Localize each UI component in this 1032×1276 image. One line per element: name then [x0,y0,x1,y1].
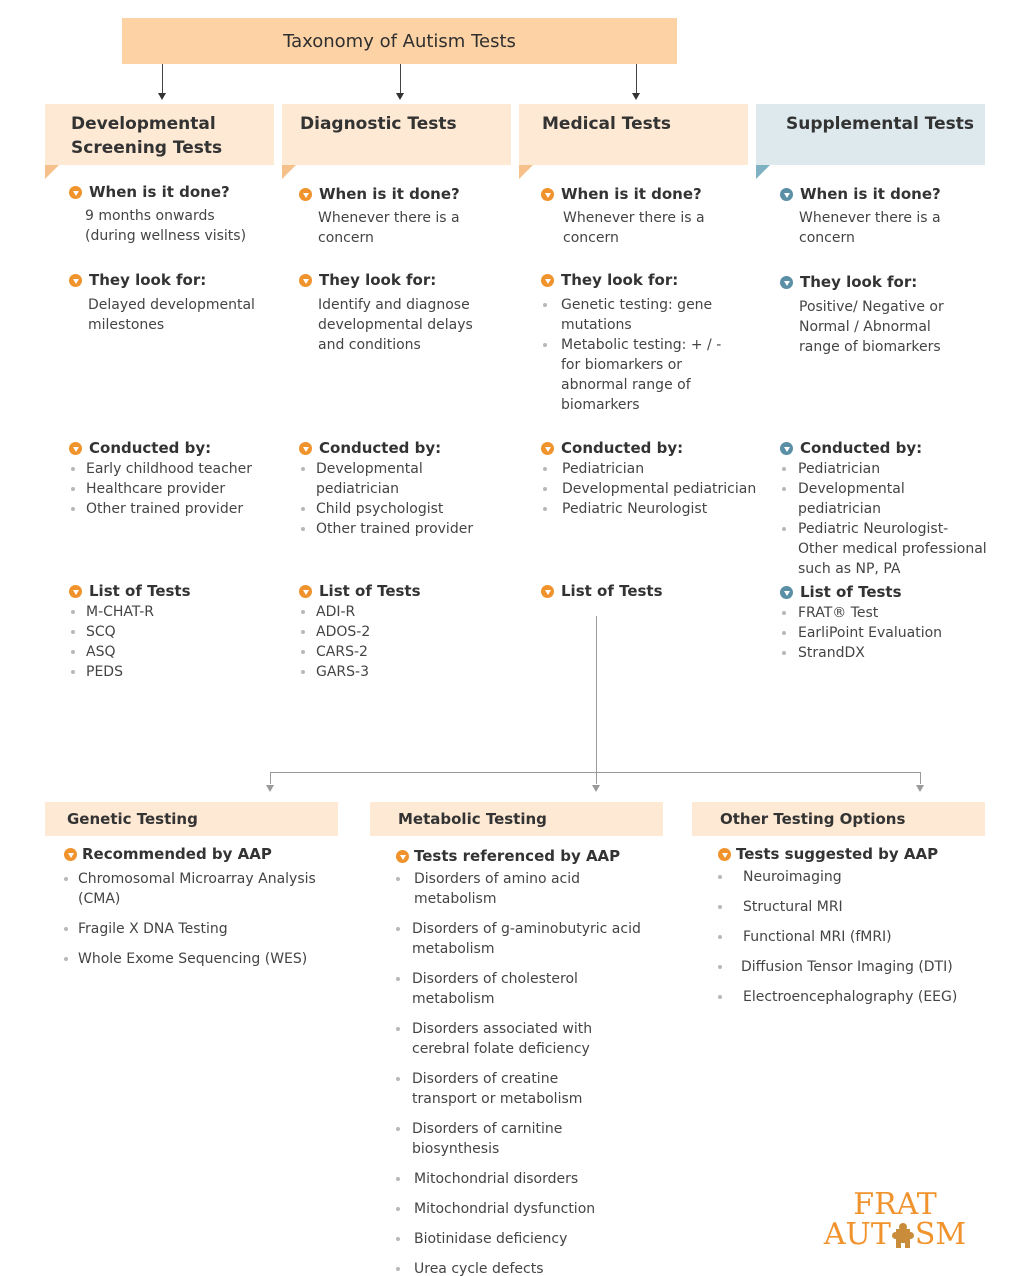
list-item: FRAT® Test [780,603,980,623]
when-text: Whenever there is a concern [318,210,460,246]
connector-line [920,772,921,784]
logo-line-2 [820,1217,970,1252]
look-text: Positive/ Negative or Normal / Abnormal range of biomarkers [799,299,944,355]
orange-arrow-icon [541,274,554,287]
developmental-conducted-section [69,437,274,519]
arrow-down-icon [632,93,640,100]
orange-arrow-icon [299,442,312,455]
conducted-list [299,459,439,499]
look-text: Identify and diagnose developmental delays and conditions [318,297,473,353]
connector-line [596,616,597,784]
blue-arrow-icon [780,442,793,455]
arrow-down-icon [916,785,924,792]
list-item: Developmental pediatrician [299,459,439,499]
list-item: Disorders of cholesterol metabolism [396,969,651,1009]
developmental-tests-section [69,580,269,682]
section-label: When is it done? [319,185,460,203]
list-item: Biotinidase deficiency [396,1229,651,1249]
diagnostic-conducted-section [299,437,499,539]
section-label: Tests suggested by AAP [736,845,939,863]
list-item: Pediatric Neurologist- Other medical professional such as NP, PA [780,519,992,579]
list-item: Urea cycle defects [396,1259,651,1276]
orange-arrow-icon [69,585,82,598]
list-item: PEDS [69,662,269,682]
other-list [718,867,988,1007]
other-testing-section [718,843,988,1017]
list-item: Disorders of amino acid metabolism [396,869,651,909]
subcategory-header-genetic: Genetic Testing [45,802,338,836]
section-label: List of Tests [89,582,191,600]
list-item: Disorders of carnitine biosynthesis [396,1119,651,1159]
orange-arrow-icon [541,188,554,201]
list-item: Developmental pediatrician [780,479,992,519]
category-header-supplemental: Supplemental Tests [756,104,985,165]
conducted-list [299,499,499,539]
supplemental-when-section [780,183,980,248]
conducted-list [780,459,992,579]
logo-text: SM [914,1217,967,1252]
conducted-list [69,459,274,519]
when-text: Whenever there is a concern [563,210,705,246]
section-label: Recommended by AAP [82,845,272,863]
connector-line [636,64,637,94]
list-item: Developmental pediatrician [541,479,761,499]
conducted-list [541,459,761,519]
list-item: CARS-2 [299,642,499,662]
section-label: They look for: [800,273,918,291]
orange-arrow-icon [64,848,77,861]
list-item: Structural MRI [718,897,988,917]
list-item: ADOS-2 [299,622,499,642]
tests-list [299,602,499,682]
supplemental-conducted-section [780,437,995,579]
list-item: ASQ [69,642,269,662]
metabolic-list [396,869,651,1276]
section-label: They look for: [319,271,437,289]
list-item: Electroencephalography (EEG) [718,987,988,1007]
list-item: Other trained provider [299,519,499,539]
fold-corner [756,165,770,179]
logo-line-1: FRAT [853,1187,937,1222]
diagnostic-tests-section [299,580,499,682]
section-label: When is it done? [800,185,941,203]
when-text: 9 months onwards (during wellness visits) [85,208,247,244]
list-item: Pediatric Neurologist [541,499,761,519]
section-label: Conducted by: [561,439,684,457]
fold-corner [519,165,533,179]
list-item: GARS-3 [299,662,499,682]
orange-arrow-icon [69,274,82,287]
list-item: Disorders of creatine transport or metabolism [396,1069,626,1109]
genetic-testing-section [64,843,334,979]
medical-tests-section [541,580,741,602]
list-item: Genetic testing: gene mutations [541,295,726,335]
list-item: Healthcare provider [69,479,274,499]
orange-arrow-icon [299,274,312,287]
genetic-list [64,869,319,969]
section-label: List of Tests [319,582,421,600]
when-text: Whenever there is a concern [799,210,941,246]
arrow-down-icon [266,785,274,792]
tests-list [780,603,980,663]
list-item: Whole Exome Sequencing (WES) [64,949,319,969]
frat-autism-logo [820,1187,970,1252]
orange-arrow-icon [396,850,409,863]
orange-arrow-icon [69,442,82,455]
list-item: Mitochondrial dysfunction [396,1199,651,1219]
section-label: List of Tests [800,583,902,601]
arrow-down-icon [592,785,600,792]
developmental-when-section [69,181,269,246]
fold-corner [282,165,296,179]
developmental-look-section [69,269,269,335]
medical-look-section [541,269,741,415]
list-item: Child psychologist [299,499,499,519]
section-label: When is it done? [89,183,230,201]
blue-arrow-icon [780,586,793,599]
list-item: Chromosomal Microarray Analysis (CMA) [64,869,319,909]
supplemental-look-section [780,271,980,357]
list-item: EarliPoint Evaluation [780,623,980,643]
list-item: Pediatrician [780,459,992,479]
arrow-down-icon [396,93,404,100]
section-label: They look for: [561,271,679,289]
list-item: Neuroimaging [718,867,988,887]
diagnostic-when-section [299,183,499,248]
orange-arrow-icon [299,585,312,598]
list-item: ADI-R [299,602,499,622]
blue-arrow-icon [780,188,793,201]
puzzle-piece-icon [892,1222,914,1248]
section-label: Conducted by: [319,439,442,457]
category-header-medical: Medical Tests [519,104,748,165]
list-item: SCQ [69,622,269,642]
list-item: Metabolic testing: + / - for biomarkers or abnormal range of biomarkers [541,335,726,415]
section-label: When is it done? [561,185,702,203]
list-item: Other trained provider [69,499,274,519]
logo-text: AUT [823,1217,891,1252]
look-list [541,295,726,415]
list-item: M-CHAT-R [69,602,269,622]
connector-line [162,64,163,94]
section-label: They look for: [89,271,207,289]
medical-conducted-section [541,437,761,519]
arrow-down-icon [158,93,166,100]
orange-arrow-icon [541,442,554,455]
diagram-title: Taxonomy of Autism Tests [122,18,677,64]
orange-arrow-icon [718,848,731,861]
section-label: Conducted by: [800,439,923,457]
section-label: Conducted by: [89,439,212,457]
connector-line [270,772,921,773]
orange-arrow-icon [69,186,82,199]
list-item: Pediatrician [541,459,761,479]
connector-line [400,64,401,94]
list-item: Diffusion Tensor Imaging (DTI) [718,957,988,977]
metabolic-testing-section [396,845,671,1276]
section-label: List of Tests [561,582,663,600]
look-text: Delayed developmental milestones [88,297,255,333]
blue-arrow-icon [780,276,793,289]
list-item: Mitochondrial disorders [396,1169,651,1189]
orange-arrow-icon [299,188,312,201]
orange-arrow-icon [541,585,554,598]
category-header-developmental: Developmental Screening Tests [45,104,274,165]
list-item: Functional MRI (fMRI) [718,927,988,947]
fold-corner [45,165,59,179]
category-header-diagnostic: Diagnostic Tests [282,104,511,165]
list-item: Early childhood teacher [69,459,274,479]
subcategory-header-metabolic: Metabolic Testing [370,802,663,836]
connector-line [270,772,271,784]
tests-list [69,602,269,682]
list-item: Fragile X DNA Testing [64,919,319,939]
list-item: StrandDX [780,643,980,663]
list-item: Disorders of g-aminobutyric acid metabolism [396,919,651,959]
subcategory-header-other: Other Testing Options [692,802,985,836]
supplemental-tests-section [780,581,980,663]
list-item: Disorders associated with cerebral folate deficiency [396,1019,651,1059]
medical-when-section [541,183,751,248]
diagnostic-look-section [299,269,499,355]
section-label: Tests referenced by AAP [414,847,621,865]
